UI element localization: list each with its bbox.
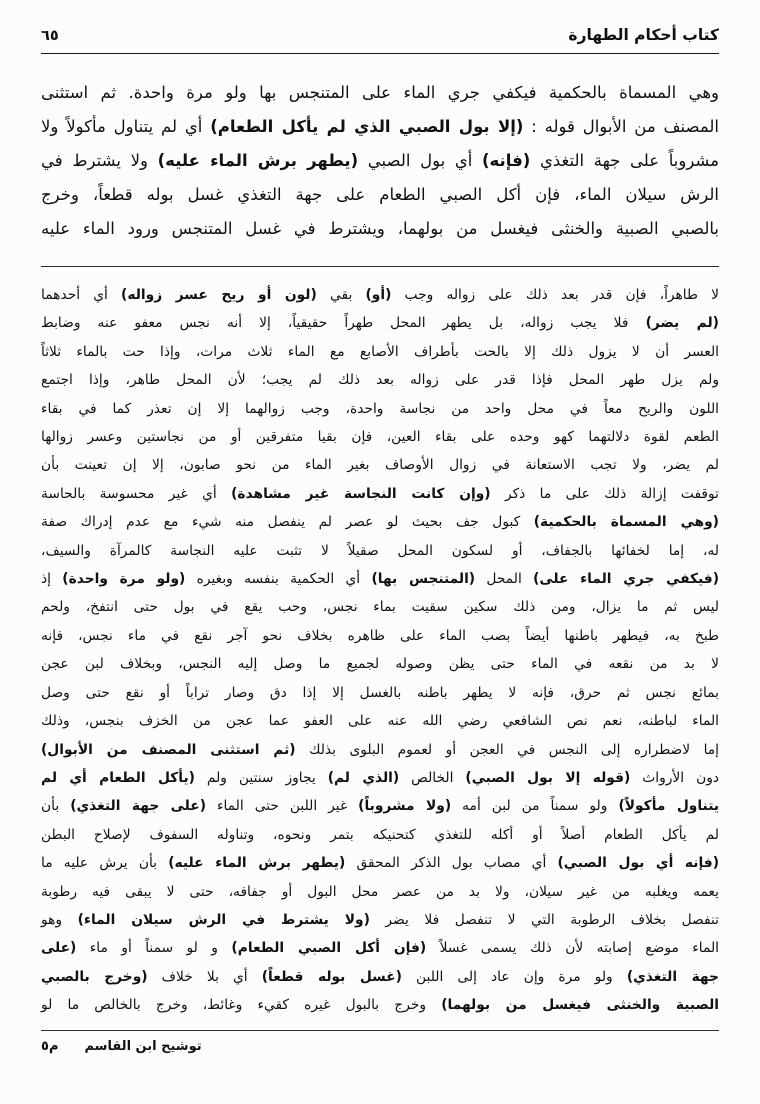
bold-quoted-text: يتناول مأكولاً) <box>618 798 720 815</box>
body-text: غير اللبن حتى الماء <box>206 798 359 815</box>
body-text: المحل <box>475 571 534 588</box>
body-text: الخالص <box>399 769 466 786</box>
text-line <box>41 423 719 451</box>
page-footer <box>41 1031 719 1054</box>
bold-quoted-text: (ولو مرة واحدة) <box>62 571 186 588</box>
body-text: فلا يجب زواله، بل يطهر المحل طهراً حقيقياً، إلا أنه نجس معفو عنه وضابط <box>41 315 646 332</box>
bold-quoted-text: (فإنه) <box>482 151 531 170</box>
body-text: الطعم لقوة دلالتهما كهو وحده على بقاء العين، فإن بقيا متفرقين أو من نجاستين وعسر زوالها <box>41 429 719 446</box>
text-line <box>41 764 719 792</box>
body-text: الرش سيلان الماء، فإن أكل الصبي الطعام على جهة التغذي غسل بوله قطعاً، وخرج <box>41 185 719 204</box>
body-text: أي مصاب بول الذكر المحقق <box>345 855 558 872</box>
body-text: توقفت إزالة ذلك على ما ذكر <box>490 485 719 502</box>
body-text: له، إما لخفائها بالجفاف، أو لسكون المحل صقيلاً لا تثبت عليه النجاسة كالمرآة والسيف، <box>41 542 719 559</box>
text-line <box>41 565 719 593</box>
text-line <box>41 178 719 212</box>
page-number: ٦٥ <box>41 28 59 44</box>
body-text: ولو سمناً من لبن أمه <box>451 798 619 815</box>
bold-quoted-text: (غسل بوله قطعاً) <box>261 968 402 985</box>
text-line <box>41 480 719 508</box>
bold-quoted-text: (يأكل الطعام أي لم <box>41 769 195 786</box>
text-line <box>41 395 719 423</box>
text-line <box>41 451 719 479</box>
text-line <box>41 144 719 178</box>
bold-quoted-text: (أو) <box>365 287 392 303</box>
bold-quoted-text: (على جهة التغذي) <box>70 798 207 815</box>
text-line <box>41 792 719 820</box>
body-text: و لو سمناً أو ماء <box>76 940 232 957</box>
text-line <box>41 650 719 678</box>
body-text: وهو <box>41 911 78 928</box>
text-line <box>41 679 719 707</box>
text-line <box>41 736 719 764</box>
body-text: العسر أن لا يزول ذلك إلا بالحت بأطراف الأصابع مع الماء ثلاث مرات، وإذا حت بالماء ثلاثاً <box>41 343 719 360</box>
bold-quoted-text: (لم يضر) <box>645 315 719 332</box>
footer-title: توشيح ابن القاسم <box>84 1038 202 1054</box>
body-text: الماء لباطنه، نعم نص الشافعي رضي الله عنه على العفو عما عجن من الخزف بنجس، وذلك <box>41 713 719 730</box>
body-text: لم يضر، ولا تجب الاستعانة في زوال الأوصاف بغير الماء من نحو صابون، إلا إن تعينت بأن <box>41 457 719 474</box>
matn-section <box>41 76 719 246</box>
text-line <box>41 366 719 394</box>
text-line <box>41 281 719 309</box>
bold-quoted-text: (لون أو ريح عسر زواله) <box>121 287 317 303</box>
body-text: ولو مرة وإن عاد إلى اللبن <box>401 968 627 985</box>
text-line <box>41 537 719 565</box>
bold-quoted-text: (فيكفي جري الماء على) <box>533 571 720 588</box>
body-text: لم يأكل الطعام أصلاً أو أكله للتغذي كتحنيكه بتمر ونحوه، وتناوله السفوف لإصلاح البطن <box>41 826 719 843</box>
bold-quoted-text: (فإن أكل الصبي الطعام) <box>231 940 427 957</box>
text-line <box>41 707 719 735</box>
body-text: ولا يشترط في <box>41 151 158 170</box>
body-text: أي بول الصبي <box>358 151 482 170</box>
bold-quoted-text: (ولا يشترط في الرش سيلان الماء) <box>77 911 370 928</box>
body-text: وهي المسماة بالحكمية فيكفي جري الماء على المتنجس بها ولو مرة واحدة. ثم استثنى <box>41 83 719 102</box>
body-text: أي لم يتناول مأكولاً ولا <box>41 117 211 136</box>
text-line <box>41 991 719 1019</box>
bold-quoted-text: (وإن كانت النجاسة غير مشاهدة) <box>231 485 491 502</box>
body-text: ولم يزل طهر المحل فإذا قدر على زواله بعد ذلك لم يجب؛ لأن المحل طاهر، وإذا اجتمع <box>41 372 719 389</box>
sharh-section <box>41 281 719 1020</box>
body-text: أي أحدهما <box>41 287 122 303</box>
body-text: أي بلا خلاف <box>147 968 262 985</box>
bold-quoted-text: (إلا بول الصبي الذي لم يأكل الطعام) <box>210 117 524 136</box>
body-text: يجاوز سنتين ولم <box>194 769 328 786</box>
text-line <box>41 849 719 877</box>
bold-quoted-text: (على <box>41 940 77 957</box>
body-text: بأن <box>41 798 71 815</box>
book-page <box>41 0 719 1054</box>
text-line <box>41 906 719 934</box>
body-text: كبول جف بحيث لو عصر لم ينفصل منه شيء مع عدم إدراك صفة <box>41 514 534 531</box>
book-title: كتاب أحكام الطهارة <box>568 26 719 44</box>
text-line <box>41 309 719 337</box>
body-text: طبخ به، فيطهر باطنها أيضاً بصب الماء على ظاهره بخلاف نحو آجر نقع في ماء نجس، فإنه <box>41 627 719 644</box>
body-text: بأن يرش عليه ما <box>41 855 169 872</box>
body-text: تنفصل بخلاف الرطوبة التي لا تنفصل فلا يضر <box>369 911 719 928</box>
body-text: لا بد من نقعه في الماء حتى يظن وصوله لجميع ما وصل إليه النجس، وبخلاف لبن عجن <box>41 656 719 673</box>
text-line <box>41 76 719 110</box>
body-text: بالصبي الصبية والخنثى فيغسل من بولهما، <box>397 219 719 238</box>
body-text: وخرج بالبول غيره كقيء وغائط، وخرج بالخالص ما لو <box>41 997 442 1014</box>
body-text: لا طاهراً، فإن قدر بعد ذلك على زواله وجب <box>391 287 720 303</box>
text-line <box>41 622 719 650</box>
bold-quoted-text: (وخرج بالصبي <box>41 968 148 985</box>
bold-quoted-text: (الذي لم) <box>327 769 400 786</box>
text-line <box>41 934 719 962</box>
text-line <box>41 110 719 144</box>
bold-quoted-text: (يطهر برش الماء عليه) <box>157 151 359 170</box>
bold-quoted-text: (يطهر برش الماء عليه) <box>168 855 346 872</box>
bold-quoted-text: (قوله إلا بول الصبي) <box>465 769 631 786</box>
body-text: بمائع نجس ثم حرق، فإنه لا يطهر باطنه بالغسل إلا إذا دق وصار تراباً أو نقع حتى وصل <box>41 684 719 701</box>
body-text: يعمه ويغلبه من غير سيلان، ولا بد من عصر محل البول أو جفافه، حتى لا يبقى فيه رطوبة <box>41 883 719 900</box>
body-text: إما لاضطراره إلى النجس في العجن أو لعموم البلوى بذلك <box>295 741 719 758</box>
body-text: المصنف من الأبوال قوله : <box>523 117 719 136</box>
bold-quoted-text: (ثم استثنى المصنف من الأبوال) <box>41 741 296 758</box>
text-line <box>41 878 719 906</box>
body-text: مشروباً على جهة التغذي <box>530 151 719 170</box>
body-text: دون الأرواث <box>630 769 720 786</box>
bold-quoted-text: (فإنه أي بول الصبي) <box>557 855 719 872</box>
bold-quoted-text: (ولا مشروباً) <box>358 798 452 815</box>
bold-quoted-text: (المتنجس بها) <box>371 571 476 588</box>
body-text: الماء موضع إصابته لأن ذلك يسمى غسلاً <box>426 940 719 957</box>
body-text: ويشترط في غسل المتنجس ورود الماء عليه <box>41 219 398 238</box>
text-line <box>41 338 719 366</box>
matn-sharh-divider <box>41 266 719 267</box>
body-text: اللون والريح معاً في محل واحد من نجاسة واحدة، وجب زوالهما إلا إن تعذر كما في بقاء <box>41 400 719 417</box>
footer-volume-mark: م٥ <box>41 1038 59 1054</box>
bold-quoted-text: جهة التغذي) <box>626 968 719 985</box>
text-line <box>41 963 719 991</box>
text-line <box>41 593 719 621</box>
bold-quoted-text: (وهي المسماة بالحكمية) <box>533 514 719 531</box>
body-text: بقي <box>316 287 366 303</box>
page-header <box>41 26 719 54</box>
body-text: ليس ثم ما يزال، ومن ذلك سكين سقيت بماء نجس، وحب يقع في بول حتى انتفخ، ولحم <box>41 599 719 616</box>
bold-quoted-text: الصبية والخنثى فيغسل من بولهما) <box>441 997 719 1014</box>
text-line <box>41 212 719 246</box>
body-text: أي الحكمية بنفسه وبغيره <box>185 571 372 588</box>
body-text: إذ <box>41 571 63 588</box>
text-line <box>41 821 719 849</box>
body-text: أي غير محسوسة بالحاسة <box>41 485 232 502</box>
text-line <box>41 508 719 536</box>
